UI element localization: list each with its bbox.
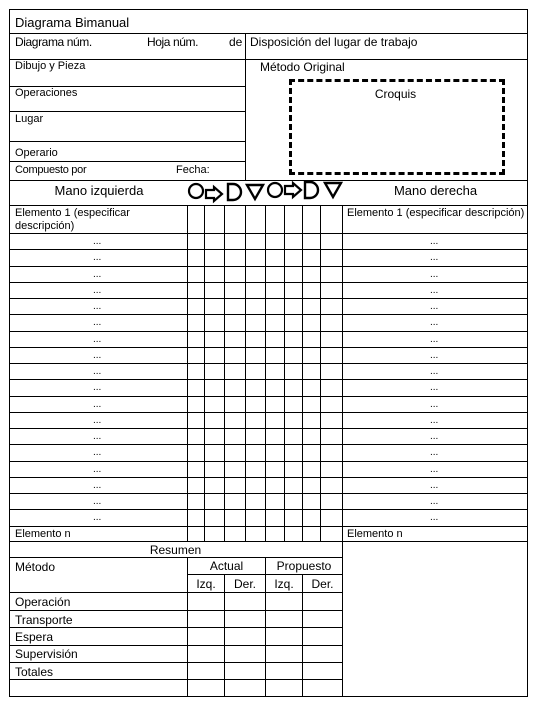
date-label: Fecha: bbox=[176, 164, 210, 176]
summary-row-wait: Espera bbox=[15, 630, 54, 644]
triangle-down-icon bbox=[323, 181, 343, 199]
form-title: Diagrama Bimanual bbox=[15, 15, 130, 30]
right-element-placeholder: ... bbox=[430, 252, 439, 263]
divider bbox=[265, 205, 266, 542]
element-n-left: Elemento n bbox=[15, 528, 71, 540]
row-divider bbox=[9, 526, 528, 527]
frame-bottom bbox=[9, 696, 528, 697]
divider bbox=[265, 557, 266, 697]
left-element-placeholder: ... bbox=[93, 301, 102, 312]
divider bbox=[224, 205, 225, 542]
row-divider bbox=[9, 331, 528, 332]
proposed-right-label: Der. bbox=[311, 577, 334, 591]
right-element-placeholder: ... bbox=[430, 464, 439, 475]
divider bbox=[9, 141, 245, 142]
right-element-placeholder: ... bbox=[430, 334, 439, 345]
row-divider bbox=[9, 347, 528, 348]
method-original-label: Método Original bbox=[260, 60, 345, 74]
divider bbox=[9, 33, 528, 34]
right-element-placeholder: ... bbox=[430, 431, 439, 442]
element-n-right: Elemento n bbox=[347, 528, 403, 540]
element-1-left: Elemento 1 (especificar descripción) bbox=[15, 207, 130, 232]
left-element-placeholder: ... bbox=[93, 366, 102, 377]
divider bbox=[187, 557, 188, 697]
left-element-placeholder: ... bbox=[93, 252, 102, 263]
right-element-placeholder: ... bbox=[430, 496, 439, 507]
right-element-placeholder: ... bbox=[430, 415, 439, 426]
right-element-placeholder: ... bbox=[430, 480, 439, 491]
summary-row-supervision: Supervisión bbox=[15, 647, 78, 661]
divider bbox=[9, 233, 528, 234]
left-element-placeholder: ... bbox=[93, 350, 102, 361]
summary-row-transport: Transporte bbox=[15, 613, 73, 627]
divider bbox=[204, 205, 205, 542]
row-divider bbox=[9, 461, 528, 462]
divider bbox=[302, 205, 303, 542]
proposed-label: Propuesto bbox=[276, 559, 332, 573]
right-element-placeholder: ... bbox=[430, 399, 439, 410]
circle-icon bbox=[187, 181, 205, 201]
operations-label: Operaciones bbox=[15, 87, 78, 99]
left-hand-header: Mano izquierda bbox=[54, 183, 144, 198]
left-element-placeholder: ... bbox=[93, 480, 102, 491]
row-divider bbox=[9, 412, 528, 413]
divider bbox=[9, 205, 528, 206]
d-shape-icon bbox=[225, 182, 245, 202]
row-divider bbox=[9, 493, 528, 494]
left-element-placeholder: ... bbox=[93, 447, 102, 458]
row-divider bbox=[9, 396, 528, 397]
element-1-right: Elemento 1 (especificar descripción) bbox=[347, 207, 525, 219]
left-element-placeholder: ... bbox=[93, 399, 102, 410]
frame-right bbox=[527, 9, 528, 697]
left-element-placeholder: ... bbox=[93, 496, 102, 507]
right-element-placeholder: ... bbox=[430, 382, 439, 393]
summary-row-operation: Operación bbox=[15, 595, 71, 609]
row-divider bbox=[9, 282, 528, 283]
right-element-placeholder: ... bbox=[430, 236, 439, 247]
left-element-placeholder: ... bbox=[93, 269, 102, 280]
summary-title: Resumen bbox=[149, 543, 202, 557]
divider bbox=[9, 541, 528, 542]
sheet-number-label: Hoja núm. bbox=[147, 35, 199, 49]
drawing-piece-label: Dibujo y Pieza bbox=[15, 60, 86, 72]
frame-left bbox=[9, 9, 10, 697]
divider bbox=[9, 592, 342, 593]
right-element-placeholder: ... bbox=[430, 285, 439, 296]
row-divider bbox=[9, 379, 528, 380]
left-element-placeholder: ... bbox=[93, 334, 102, 345]
left-element-placeholder: ... bbox=[93, 431, 102, 442]
divider bbox=[9, 161, 245, 162]
right-hand-header: Mano derecha bbox=[393, 183, 478, 198]
right-element-placeholder: ... bbox=[430, 317, 439, 328]
left-element-placeholder: ... bbox=[93, 317, 102, 328]
current-label: Actual bbox=[209, 559, 244, 573]
divider bbox=[342, 541, 343, 697]
row-divider bbox=[9, 298, 528, 299]
divider bbox=[284, 205, 285, 542]
divider bbox=[9, 557, 342, 558]
d-shape-icon bbox=[302, 180, 322, 200]
left-element-placeholder: ... bbox=[93, 512, 102, 523]
operator-label: Operario bbox=[15, 147, 58, 159]
left-element-placeholder: ... bbox=[93, 236, 102, 247]
left-element-placeholder: ... bbox=[93, 285, 102, 296]
divider bbox=[9, 111, 245, 112]
method-label: Método bbox=[15, 560, 56, 574]
diagram-number-label: Diagrama núm. bbox=[15, 35, 92, 49]
divider bbox=[9, 662, 342, 663]
current-left-label: Izq. bbox=[196, 577, 216, 591]
circle-icon bbox=[266, 180, 284, 200]
divider bbox=[320, 205, 321, 542]
divider bbox=[224, 574, 225, 697]
right-element-placeholder: ... bbox=[430, 269, 439, 280]
row-divider bbox=[9, 444, 528, 445]
left-element-placeholder: ... bbox=[93, 464, 102, 475]
sketch-label: Croquis bbox=[374, 87, 417, 101]
divider bbox=[9, 627, 342, 628]
layout-label: Disposición del lugar de trabajo bbox=[250, 35, 418, 49]
row-divider bbox=[9, 363, 528, 364]
divider bbox=[9, 679, 342, 680]
row-divider bbox=[9, 477, 528, 478]
summary-row-totals: Totales bbox=[15, 665, 54, 679]
right-element-placeholder: ... bbox=[430, 366, 439, 377]
right-element-placeholder: ... bbox=[430, 301, 439, 312]
composed-by-label: Compuesto por bbox=[15, 164, 87, 176]
divider bbox=[302, 574, 303, 697]
frame-top bbox=[9, 9, 528, 10]
divider bbox=[9, 610, 342, 611]
arrow-right-icon bbox=[283, 182, 303, 198]
divider bbox=[342, 205, 343, 542]
divider bbox=[9, 645, 342, 646]
arrow-right-icon bbox=[204, 186, 224, 202]
divider bbox=[245, 33, 246, 181]
row-divider bbox=[9, 428, 528, 429]
place-label: Lugar bbox=[15, 113, 44, 125]
triangle-down-icon bbox=[245, 183, 265, 201]
of-label: de bbox=[229, 35, 243, 49]
left-element-placeholder: ... bbox=[93, 382, 102, 393]
divider bbox=[187, 205, 188, 542]
current-right-label: Der. bbox=[233, 577, 256, 591]
row-divider bbox=[9, 249, 528, 250]
right-element-placeholder: ... bbox=[430, 447, 439, 458]
left-element-placeholder: ... bbox=[93, 415, 102, 426]
row-divider bbox=[9, 266, 528, 267]
proposed-left-label: Izq. bbox=[274, 577, 294, 591]
divider bbox=[245, 205, 246, 542]
row-divider bbox=[9, 509, 528, 510]
row-divider bbox=[9, 314, 528, 315]
right-element-placeholder: ... bbox=[430, 350, 439, 361]
right-element-placeholder: ... bbox=[430, 512, 439, 523]
